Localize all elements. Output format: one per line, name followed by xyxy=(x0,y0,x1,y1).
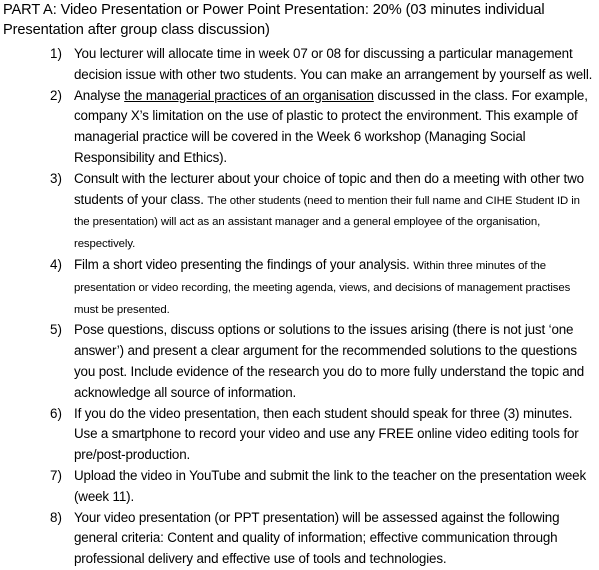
list-item xyxy=(0,44,599,86)
item-number: 5) xyxy=(50,322,62,338)
item-text xyxy=(74,255,596,320)
list-item xyxy=(0,320,599,403)
item-text xyxy=(74,86,596,169)
item-text: Your video presentation (or PPT presentation) will be assessed against the following general criteria: Content and quality of information; effective communication through professional delivery and effective use of tools and technologies. xyxy=(74,509,560,567)
item-text: You lecturer will allocate time in week 07 or 08 for discussing a particular management decision issue with other two students. You can make an arrangement by yourself as well. xyxy=(74,46,593,82)
heading-line-1: PART A: Video Presentation or Power Point Presentation: 20% (03 minutes individual xyxy=(3,2,545,18)
item-number: 4) xyxy=(50,256,62,272)
item-text-after: discussed in the class. For example, company X’s limitation on the use of plastic to protect the environment. This example of managerial practice will be covered in the Week 6 workshop (Managing Social Responsibility and Ethics). xyxy=(74,87,588,165)
list-item xyxy=(0,86,599,169)
heading-line-2: Presentation after group class discussion) xyxy=(3,22,270,38)
instruction-list xyxy=(0,44,599,570)
item-number: 2) xyxy=(50,87,62,103)
item-text-main: Film a short video presenting the findings of your analysis. xyxy=(74,256,410,272)
underlined-phrase: the managerial practices of an organisation xyxy=(124,87,374,103)
list-item xyxy=(0,404,599,466)
item-text xyxy=(74,169,596,255)
section-heading xyxy=(3,0,595,40)
item-number: 6) xyxy=(50,405,62,421)
item-number: 1) xyxy=(50,46,62,61)
item-number: 3) xyxy=(50,170,62,186)
item-number: 7) xyxy=(50,467,62,483)
item-text-before: Analyse xyxy=(74,87,125,103)
item-text-main: Consult with the lecturer about your choice of topic and then do a meeting with other two students of your class. xyxy=(74,170,584,207)
list-item xyxy=(0,255,599,320)
item-number: 8) xyxy=(50,509,62,525)
list-item xyxy=(0,169,599,255)
list-item xyxy=(0,466,599,508)
item-text-small: The other students (need to mention their full name and CIHE Student ID in the presentation) will act as an assistant manager and a general employee of the organisation, respectively. xyxy=(74,194,580,251)
item-text-small: Within three minutes of the presentation or video recording, the meeting agenda, views, and decisions of management practises must be presented. xyxy=(74,259,571,316)
item-text: If you do the video presentation, then each student should speak for three (3) minutes. Use a smartphone to record your video and use any FREE online video editing tools for pre/post-production. xyxy=(74,405,579,463)
item-text: Pose questions, discuss options or solutions to the issues arising (there is not just ‘one answer’) and present a clear argument for the recommended solutions to the questions you post. Include evidence of the research you do to more fully understand the topic and acknowledge all source of information. xyxy=(74,322,585,400)
list-item xyxy=(0,508,599,570)
item-text: Upload the video in YouTube and submit the link to the teacher on the presentation week (week 11). xyxy=(74,467,587,504)
